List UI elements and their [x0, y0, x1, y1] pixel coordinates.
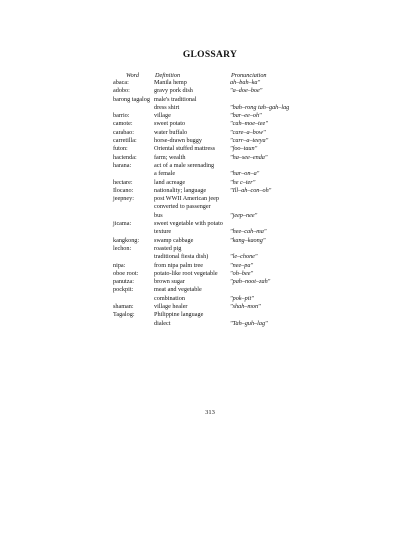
glossary-definition: converted to passenger — [154, 203, 211, 211]
glossary-word: shaman: — [113, 303, 134, 311]
glossary-definition: texture — [154, 228, 172, 236]
glossary-row — [0, 120, 420, 128]
glossary-definition: meat and vegetable — [154, 286, 202, 294]
glossary-pronunciation: "kang–kaong" — [230, 236, 266, 244]
glossary-word: harana: — [113, 161, 132, 169]
glossary-word: hectare: — [113, 178, 133, 186]
glossary-row — [0, 253, 420, 261]
definition-column-header: Definition — [155, 72, 181, 79]
word-column-header: Word — [126, 72, 139, 79]
glossary-definition: potato-like root vegetable — [154, 269, 218, 277]
glossary-row — [0, 145, 420, 153]
glossary-pronunciation: "hee–cah–ma" — [230, 228, 267, 236]
glossary-word: lechon: — [113, 244, 132, 252]
glossary-definition: male's traditional — [154, 95, 197, 103]
glossary-definition: land acreage — [154, 178, 186, 186]
glossary-row — [0, 245, 420, 253]
glossary-row — [0, 212, 420, 220]
glossary-definition: dialect — [154, 319, 171, 327]
glossary-pronunciation: "jeep–nee" — [230, 211, 258, 219]
glossary-row — [0, 137, 420, 145]
glossary-word: barong tagalog — [113, 95, 150, 103]
glossary-word: oboe root: — [113, 269, 139, 277]
glossary-row — [0, 262, 420, 270]
glossary-row — [0, 79, 420, 87]
glossary-pronunciation: "pah–noot–zah" — [230, 278, 271, 286]
page-number: 313 — [205, 409, 215, 416]
glossary-definition: sweet vegetable with potato — [154, 220, 223, 228]
glossary-pronunciation: "care–a–bow" — [230, 128, 266, 136]
glossary-word: carretilla: — [113, 137, 137, 145]
glossary-pronunciation: "bah–rong tah–gah–lag — [230, 103, 290, 111]
glossary-word: pockpit: — [113, 286, 134, 294]
glossary-row — [0, 104, 420, 112]
glossary-definition: roasted pig — [154, 244, 182, 252]
glossary-word: jeepney: — [113, 195, 134, 203]
glossary-word: Tagalog: — [113, 311, 135, 319]
glossary-definition: dress shirt — [154, 103, 180, 111]
glossary-definition: Philippine language — [154, 311, 204, 319]
glossary-word: panutza: — [113, 278, 134, 286]
glossary-pronunciation: "he c–ter" — [230, 178, 256, 186]
glossary-pronunciation: "Tah–guh–lag" — [230, 319, 268, 327]
glossary-row — [0, 220, 420, 228]
glossary-row — [0, 237, 420, 245]
glossary-row — [0, 87, 420, 95]
glossary-pronunciation: "cah–moe–tee" — [230, 120, 268, 128]
glossary-pronunciation: "pok–pit" — [230, 294, 254, 302]
glossary-row — [0, 278, 420, 286]
glossary-word: abaca: — [113, 79, 129, 86]
glossary-row — [0, 228, 420, 236]
glossary-definition: village — [154, 112, 171, 120]
glossary-pronunciation: "bar–ee–oh" — [230, 112, 262, 120]
glossary-definition: village healer — [154, 303, 188, 311]
glossary-pronunciation: "a–doe–boe" — [230, 87, 263, 95]
glossary-row — [0, 129, 420, 137]
glossary-pronunciation: "nee–pa" — [230, 261, 254, 269]
glossary-row — [0, 154, 420, 162]
glossary-definition: farm; wealth — [154, 153, 186, 161]
glossary-definition: gravy pork dish — [154, 87, 193, 95]
glossary-pronunciation: "Ill–ah–con–oh" — [230, 186, 272, 194]
glossary-row — [0, 170, 420, 178]
glossary-definition: brown sugar — [154, 278, 185, 286]
glossary-definition: sweet potato — [154, 120, 186, 128]
glossary-word: kangkong: — [113, 236, 140, 244]
glossary-definition: post WWII American jeep — [154, 195, 220, 203]
glossary-row — [0, 311, 420, 319]
glossary-definition: combination — [154, 294, 185, 302]
glossary-definition: a female — [154, 170, 176, 178]
glossary-row — [0, 303, 420, 311]
pronunciation-column-header: Pronunciation — [231, 72, 267, 79]
glossary-word: hacienda: — [113, 153, 137, 161]
glossary-word: adobo: — [113, 87, 130, 95]
glossary-word: Ilocano: — [113, 186, 134, 194]
glossary-definition: act of a male serenading — [154, 161, 215, 169]
glossary-pronunciation: "shah–mon" — [230, 303, 261, 311]
glossary-row — [0, 295, 420, 303]
glossary-pronunciation: "oh–bee" — [230, 269, 254, 277]
glossary-row — [0, 187, 420, 195]
glossary-definition: Manila hemp — [154, 79, 187, 86]
glossary-row — [0, 112, 420, 120]
glossary-definition: water buffalo — [154, 128, 188, 136]
glossary-row — [0, 162, 420, 170]
glossary-definition: Oriental stuffed mattress — [154, 145, 216, 153]
glossary-row — [0, 195, 420, 203]
glossary-row — [0, 179, 420, 187]
glossary-pronunciation: "carr–a–teeya" — [230, 137, 269, 145]
page-title: GLOSSARY — [182, 50, 238, 60]
glossary-word: jicama: — [113, 220, 132, 228]
glossary-definition: traditional fiesta dish) — [154, 253, 209, 261]
glossary-word: carabao: — [113, 128, 134, 136]
glossary-row — [0, 270, 420, 278]
glossary-definition: swamp cabbage — [154, 236, 194, 244]
glossary-word: barrio: — [113, 112, 130, 120]
glossary-word: camote: — [113, 120, 133, 128]
glossary-pronunciation: "ha–see–enda" — [230, 153, 268, 161]
glossary-word: futon: — [113, 145, 128, 153]
glossary-definition: bus — [154, 211, 163, 219]
glossary-pronunciation: "har–on–a" — [230, 170, 260, 178]
glossary-row — [0, 96, 420, 104]
glossary-entries — [0, 79, 420, 328]
glossary-pronunciation: "foo–taun" — [230, 145, 258, 153]
glossary-row — [0, 320, 420, 328]
glossary-definition: from nipa palm tree — [154, 261, 203, 269]
glossary-definition: nationality; language — [154, 186, 207, 194]
glossary-pronunciation: ah–bah–ka" — [230, 79, 261, 86]
glossary-definition: horse-drawn buggy — [154, 137, 202, 145]
glossary-word: nipa: — [113, 261, 126, 269]
glossary-pronunciation: "le–chone" — [230, 253, 258, 261]
glossary-row — [0, 286, 420, 294]
glossary-row — [0, 203, 420, 211]
